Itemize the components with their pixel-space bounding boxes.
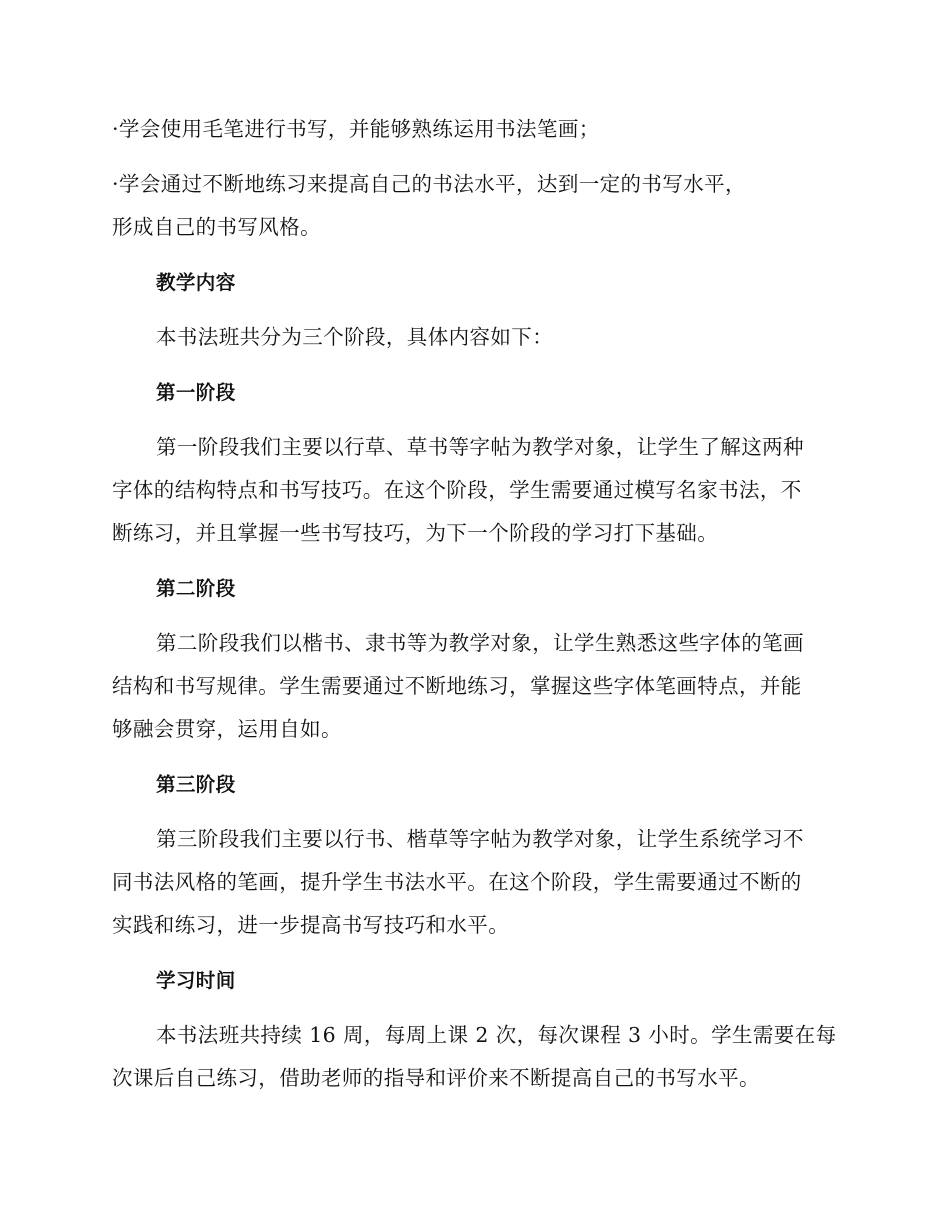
- paragraph-line: 次课后自己练习，借助老师的指导和评价来不断提高自己的书写水平。: [112, 1066, 760, 1090]
- paragraph-line: 够融会贯穿，运用自如。: [112, 717, 342, 741]
- paragraph-line: 字体的结构特点和书写技巧。在这个阶段，学生需要通过模写名家书法，不: [112, 478, 802, 502]
- stage-1-paragraph: [112, 426, 832, 555]
- section-heading-teaching-content: 教学内容: [156, 271, 236, 294]
- document-body: [112, 108, 837, 1100]
- paragraph-line: 第三阶段我们主要以行书、楷草等字帖为教学对象，让学生系统学习不: [156, 827, 804, 851]
- section-heading-stage-3: 第三阶段: [156, 773, 236, 796]
- stage-2-paragraph: [112, 622, 832, 751]
- objective-item-2-continued: 形成自己的书写风格。: [112, 215, 321, 239]
- section-heading-study-time: 学习时间: [156, 969, 236, 992]
- objective-item-1: ·学会使用毛笔进行书写，并能够熟练运用书法笔画；: [112, 117, 600, 141]
- paragraph-line: 结构和书写规律。学生需要通过不断地练习，掌握这些字体笔画特点，并能: [112, 674, 802, 698]
- section-heading-stage-2: 第二阶段: [156, 577, 236, 600]
- study-time-paragraph: [112, 1014, 837, 1100]
- stage-3-paragraph: [112, 818, 832, 947]
- paragraph-line: 同书法风格的笔画，提升学生书法水平。在这个阶段，学生需要通过不断的: [112, 870, 802, 894]
- paragraph-line: 本书法班共持续 16 周，每周上课 2 次，每次课程 3 小时。学生需要在每: [156, 1023, 837, 1047]
- teaching-content-intro: 本书法班共分为三个阶段，具体内容如下：: [156, 325, 554, 349]
- paragraph-line: 第一阶段我们主要以行草、草书等字帖为教学对象，让学生了解这两种: [156, 435, 804, 459]
- paragraph-line: 断练习，并且掌握一些书写技巧，为下一个阶段的学习打下基础。: [112, 521, 719, 545]
- objective-item-2: ·学会通过不断地练习来提高自己的书法水平，达到一定的书写水平，: [112, 172, 746, 196]
- section-heading-stage-1: 第一阶段: [156, 381, 236, 404]
- paragraph-line: 实践和练习，进一步提高书写技巧和水平。: [112, 913, 510, 937]
- paragraph-line: 第二阶段我们以楷书、隶书等为教学对象，让学生熟悉这些字体的笔画: [156, 631, 804, 655]
